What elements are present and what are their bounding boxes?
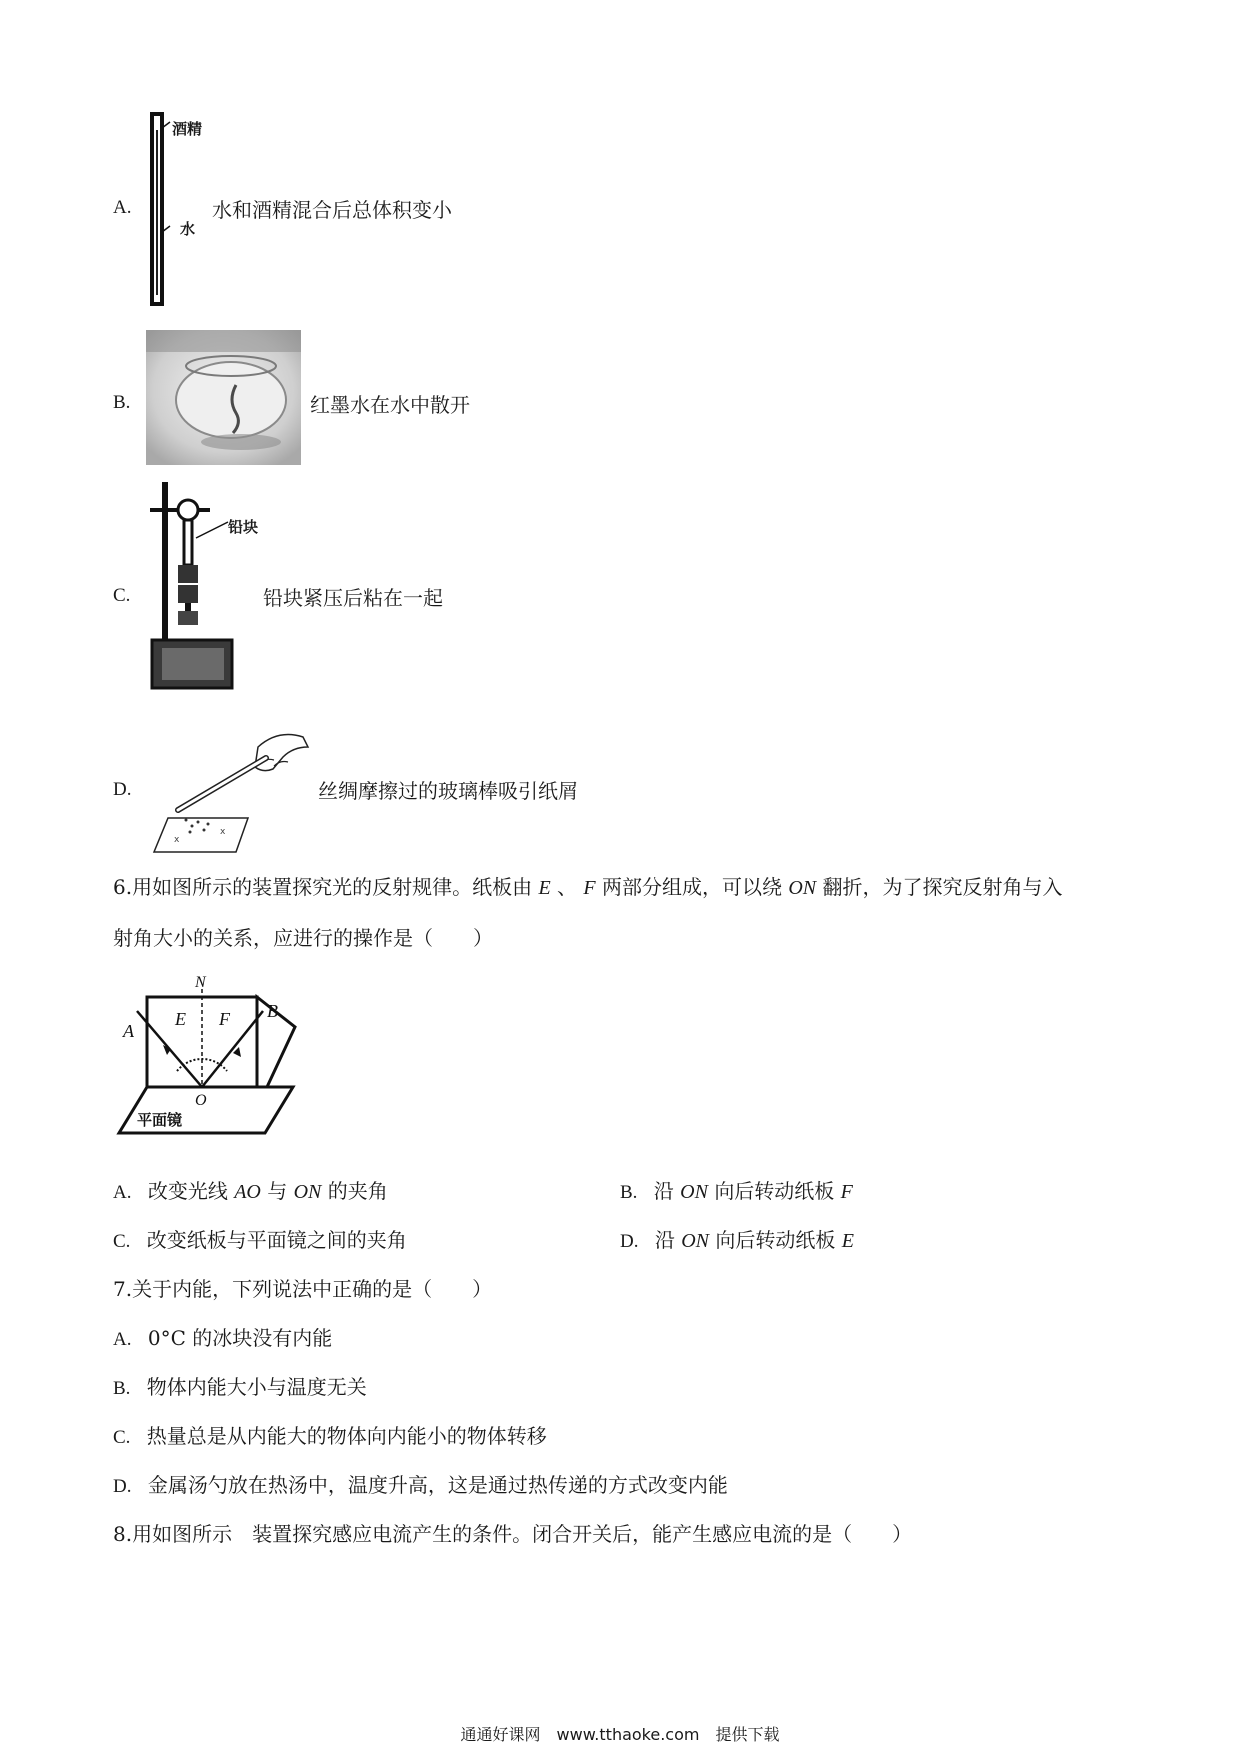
fig-label-o: O [195,1092,207,1109]
q6-option-a-pre: 改变光线 [147,1179,228,1203]
fig-label-a: A [123,1021,134,1041]
q6-option-c-letter: C. [113,1231,131,1252]
q5-option-b-text: 红墨水在水中散开 [310,393,470,417]
q6-option-a-mid: 与 [267,1179,288,1203]
q5-option-c-letter: C. [113,585,131,606]
q7-option-a [113,1314,332,1364]
q6-option-a-v2: ON [293,1181,322,1203]
q6-option-a-v1: AO [234,1181,261,1203]
q7-option-a-letter: A. [113,1329,132,1350]
q7-stem: 7.关于内能，下列说法中正确的是（ ） [113,1277,493,1301]
q6-option-a-post: 的夹角 [327,1179,388,1203]
q7-option-d-letter: D. [113,1476,132,1497]
fig-label-mirror: 平面镜 [137,1111,183,1129]
beaker-photo-icon [146,330,301,469]
glass-rod-icon [148,722,318,866]
q6-option-d [620,1216,854,1266]
label-water: 水 [180,220,196,238]
fig-label-n: N [195,975,206,991]
label-alcohol: 酒精 [172,120,203,138]
q6-stem-mid: 两部分组成，可以绕 [601,875,782,899]
q8-stem: 8.用如图所示 装置探究感应电流产生的条件。闭合开关后，能产生感应电流的是（ ） [113,1522,913,1546]
q6-option-b [620,1167,853,1217]
q6-option-b-pre: 沿 [653,1179,674,1203]
q7-option-d [113,1461,728,1511]
q5-option-d-text: 丝绸摩擦过的玻璃棒吸引纸屑 [318,779,578,803]
q6-option-c [113,1216,407,1266]
q7-option-c-letter: C. [113,1427,131,1448]
svg-text:ⅹ: ⅹ [220,827,226,837]
q6-option-d-v2: E [841,1230,854,1252]
label-lead-block: 铅块 [228,518,259,536]
q6-stem-suffix: 翻折，为了探究反射角与入 [822,875,1063,899]
q6-option-d-v1: ON [681,1230,709,1252]
lead-blocks-stand-icon [148,480,258,704]
q6-option-d-pre: 沿 [654,1228,675,1252]
q7-option-a-text: 0°C 的冰块没有内能 [147,1326,333,1350]
q6-stem-prefix: 6.用如图所示的装置探究光的反射规律。纸板由 [113,875,533,899]
q6-var-on: ON [788,877,817,899]
q6-option-c-pre: 改变纸板与平面镜之间的夹角 [146,1228,407,1252]
svg-text:x: x [174,835,180,845]
q5-option-a-letter: A. [113,197,132,218]
q6-option-d-mid: 向后转动纸板 [715,1228,836,1252]
q6-var-e: E [538,877,551,899]
q6-var-f: F [583,877,596,899]
q6-sep: 、 [557,875,578,899]
page-footer: 通通好课网 www.tthaoke.com 提供下载 [460,1725,780,1744]
q6-option-d-letter: D. [620,1231,639,1252]
q6-option-a [113,1167,388,1217]
q6-stem-line2: 射角大小的关系，应进行的操作是（ ） [113,926,493,950]
q7-option-b-text: 物体内能大小与温度无关 [146,1375,367,1399]
q6-option-b-v2: F [840,1181,853,1203]
q6-option-a-letter: A. [113,1182,132,1203]
q7-option-d-text: 金属汤勺放在热汤中，温度升高，这是通过热传递的方式改变内能 [147,1473,728,1497]
q7-option-b [113,1363,367,1413]
graduated-cylinder-icon [140,110,210,314]
q6-option-b-letter: B. [620,1182,638,1203]
fig-label-f: F [219,1009,230,1029]
q5-option-c-text: 铅块紧压后粘在一起 [263,586,443,610]
q6-stem-line1 [113,863,1062,913]
q5-option-d-letter: D. [113,779,132,800]
fig-label-b: B [267,1001,278,1021]
q6-option-b-mid: 向后转动纸板 [714,1179,835,1203]
q7-option-b-letter: B. [113,1378,131,1399]
q5-option-a-text: 水和酒精混合后总体积变小 [212,198,452,222]
reflection-apparatus-diagram [115,975,305,1149]
q7-option-c [113,1412,547,1462]
fig-label-e: E [175,1009,186,1029]
q6-option-b-v1: ON [680,1181,708,1203]
q7-option-c-text: 热量总是从内能大的物体向内能小的物体转移 [146,1424,547,1448]
q5-option-b-letter: B. [113,392,131,413]
